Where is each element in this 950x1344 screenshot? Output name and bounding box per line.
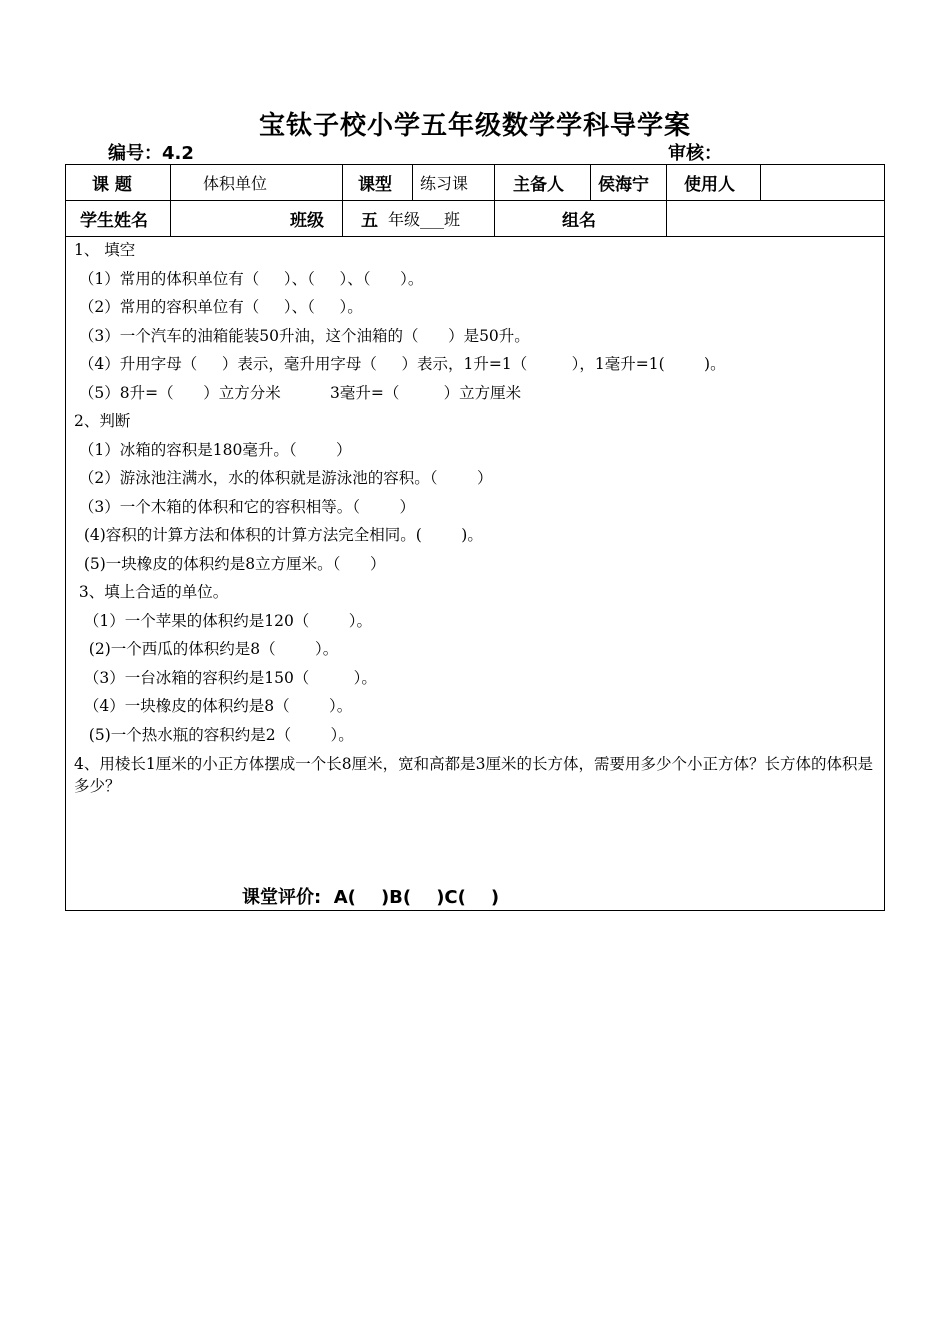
class-label: 班级: [290, 210, 324, 231]
question-line: （4）一块橡皮的体积约是8（ ）。: [74, 697, 353, 715]
question-line: （1）冰箱的容积是180毫升。（ ）: [74, 440, 352, 459]
question-line: (5)一个热水瓶的容积约是2（ ）。: [74, 725, 354, 744]
question-line: （3）一台冰箱的容积约是150（ ）。: [74, 668, 377, 687]
section-heading-fill: 1、 填空: [74, 241, 136, 259]
question-line: （1）常用的体积单位有（ ）、（ ）、（ ）。: [74, 269, 424, 288]
question-line: （4）升用字母（ ）表示，毫升用字母（ ）表示，1升=1（ ），1毫升=1( )。: [74, 355, 726, 373]
preparer-value: 侯海宁: [598, 174, 649, 195]
type-value: 练习课: [420, 173, 469, 193]
student-name-label: 学生姓名: [80, 210, 148, 231]
col-divider: [666, 165, 667, 237]
col-divider: [170, 165, 171, 237]
review-label: 审核：: [668, 143, 722, 164]
group-label: 组名: [562, 210, 596, 231]
page-title: 宝钛子校小学五年级数学学科导学案: [258, 111, 691, 141]
class-grade: 五: [361, 210, 378, 231]
document-number: 编号：4.2: [108, 143, 194, 164]
section-heading-judge: 2、判断: [74, 412, 131, 430]
question-line: (5)一块橡皮的体积约是8立方厘米。（ ）: [74, 554, 386, 573]
question-line: （2）常用的容积单位有（ ）、（ ）。: [74, 298, 363, 316]
question-line: （2）游泳池注满水，水的体积就是游泳池的容积。（ ）: [74, 469, 493, 487]
question-line: （3）一个汽车的油箱能装50升油，这个油箱的（ ）是50升。: [74, 326, 530, 345]
col-divider: [760, 165, 761, 201]
question-line: （3）一个木箱的体积和它的容积相等。（ ）: [74, 497, 415, 516]
section-heading-units: 3、填上合适的单位。: [74, 583, 229, 601]
question-line: （5）8升=（ ）立方分米 3毫升=（ ）立方厘米: [74, 383, 522, 402]
col-divider: [412, 165, 413, 201]
col-divider: [342, 165, 343, 237]
topic-label: 课 题: [92, 174, 132, 195]
type-label: 课型: [358, 174, 392, 195]
question-line: (4)容积的计算方法和体积的计算方法完全相同。( )。: [74, 526, 483, 544]
question-4: 4、用棱长1厘米的小正方体摆成一个长8厘米，宽和高都是3厘米的长方体，需要用多少个小正方体？长方体的体积是多少？: [74, 755, 873, 795]
worksheet-body: [74, 236, 880, 797]
row-divider: [66, 200, 884, 201]
preparer-label: 主备人: [513, 174, 564, 195]
question-line: （1）一个苹果的体积约是120（ ）。: [74, 611, 372, 630]
topic-value: 体积单位: [203, 173, 268, 193]
user-label: 使用人: [684, 174, 735, 195]
class-evaluation: 课堂评价: A( )B( )C( ): [242, 887, 500, 908]
col-divider: [494, 165, 495, 237]
col-divider: [590, 165, 591, 201]
question-line: (2)一个西瓜的体积约是8（ ）。: [74, 640, 339, 658]
class-value[interactable]: 年级___班: [388, 209, 461, 229]
